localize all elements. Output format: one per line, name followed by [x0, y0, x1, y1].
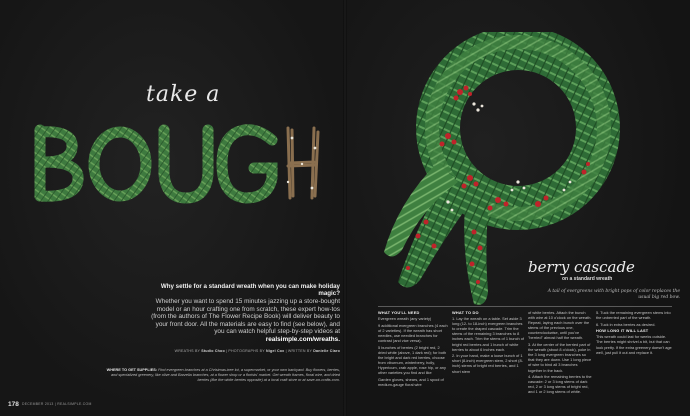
- materials-item: 9 additional evergreen branches (4 each of 2 varieties). If the wreath has short needles, use needled branches for contrast (and vice versa).: [378, 322, 448, 343]
- materials-item: 5 bunches of berries (2 bright red, 2 dried white (above, 1 dark red); for both the bright and dark red berries, choose from viburnum, winterberry, holly, Hypericum, crab apple, rose hip, or any other varieties you find and like: [378, 344, 447, 376]
- step-item: 6. Tuck in extra berries as desired.: [596, 321, 656, 327]
- section-divider: [378, 306, 672, 307]
- step-item: 1. Lay the wreath on a table. Set aside 3 long (12- to 18-inch) evergreen branches to create the draped cascade. Trim the stems of the remaining 3 branches to 8 inches each. Trim the stems of 1 bunch of bright red berries and 1 bunch of white berries to about 6 inches each.: [452, 316, 525, 352]
- letter-o-greenery: [94, 132, 146, 196]
- materials-heading: WHAT YOU'LL NEED: [378, 310, 420, 315]
- letter-u-greenery: [164, 130, 208, 198]
- intro-link[interactable]: realsimple.com/wreaths.: [265, 335, 340, 343]
- column-steps-3: [596, 310, 672, 356]
- column-steps-2: [528, 310, 592, 396]
- step-item: 3. At the center of the berried part of the wreath (about 8 o'clock), poke in the 3 long evergreen branches so that they are down. Use 1 long piece of wire to bind all 3 branches together in the back.: [528, 342, 592, 373]
- credit-name-wreaths: Studio Choo: [201, 349, 225, 353]
- credit-label-writer: WRITTEN BY: [287, 349, 313, 353]
- credit-label-wreaths: WREATHS BY: [174, 349, 201, 353]
- page-gutter: [343, 0, 347, 416]
- wreath-description: A tail of evergreens with bright pops of color replaces the usual big red bow.: [547, 289, 680, 300]
- steps-heading: WHAT TO DO: [452, 310, 479, 315]
- materials-item: Garden gloves, shears, and 1 spool of medium-gauge floral wire: [378, 376, 444, 387]
- step-item: of white berries. Attach the bunch with wire at 10 o'clock on the wreath. Repeat, laying each bunch over the stems of the previous one, counterclockwise, until you've "berried" almost half the wreath.: [528, 310, 592, 341]
- step-item: 2. In your hand, make a loose bunch of 1 short (8-inch) evergreen stem, 2 short (8-inch) stems of bright red berries, and 1 short stem: [452, 353, 523, 374]
- letter-b-greenery: [40, 130, 78, 196]
- credit-name-writer: Danielle Claro: [313, 349, 340, 353]
- letter-g-greenery: [222, 130, 272, 198]
- column-materials: [378, 310, 448, 388]
- article-headline: Why settle for a standard wreath when you can make holiday magic?: [160, 283, 340, 298]
- supplies-label: WHERE TO GET SUPPLIES:: [106, 368, 158, 372]
- longevity-text: This wreath could last for weeks outside. The berries might shrivel a bit, but that can look pretty. If the extra greenery doesn't age well, just pull it out and replace it.: [596, 334, 672, 355]
- kicker-text: take a: [146, 82, 221, 107]
- bough-evergreen-lettering: [22, 118, 322, 208]
- longevity-heading: HOW LONG IT WILL LAST: [596, 328, 649, 334]
- intro-body: Whether you want to spend 15 minutes jazzing up a store-bought model or an hour crafting one from scratch, these expert how-tos (from the authors of The Flower Recipe Book) will deliver beauty to your front door. All the materials are easy to find (see below), and you can watch helpful step-by-step videos at: [151, 298, 340, 336]
- wreath-title: berry cascade: [528, 258, 635, 276]
- wreath-subtitle: on a standard wreath: [562, 276, 613, 282]
- credit-label-photos: PHOTOGRAPHS BY: [228, 349, 265, 353]
- supplies-text: Find evergreen branches at a Christmas-tree lot, a supermarket, or your own backyard. Buy flowers, berries, and specialized greenery, like olive and Barzelia branches, at a flower shop or a florists' market. Get wreath frames, floral wire, and dried berries (like the white berries opposite) at a local craft store or at save-on-crafts.com.: [111, 368, 340, 382]
- column-steps-1: [452, 310, 524, 375]
- credits-line: WREATHS BY Studio Choo | PHOTOGRAPHS BY Nigel Cox | WRITTEN BY Danielle Claro: [174, 349, 340, 353]
- step-item: 5. Tuck the remaining evergreen stems into the unberried part of the wreath.: [596, 310, 671, 321]
- article-intro: [150, 298, 340, 344]
- credit-name-photos: Nigel Cox: [266, 349, 285, 353]
- supplies-note: [100, 368, 340, 383]
- step-item: 4. Attach the remaining berries to the cascade: 2 or 3 long stems of dark red, 2 or 3 long stems of bright red, and 1 or 2 long stems of white.: [528, 374, 592, 395]
- page-date: DECEMBER 2013 | REALSIMPLE.COM: [22, 402, 92, 406]
- page-number: 178: [8, 401, 19, 408]
- materials-item: Evergreen wreath (any variety): [378, 316, 432, 322]
